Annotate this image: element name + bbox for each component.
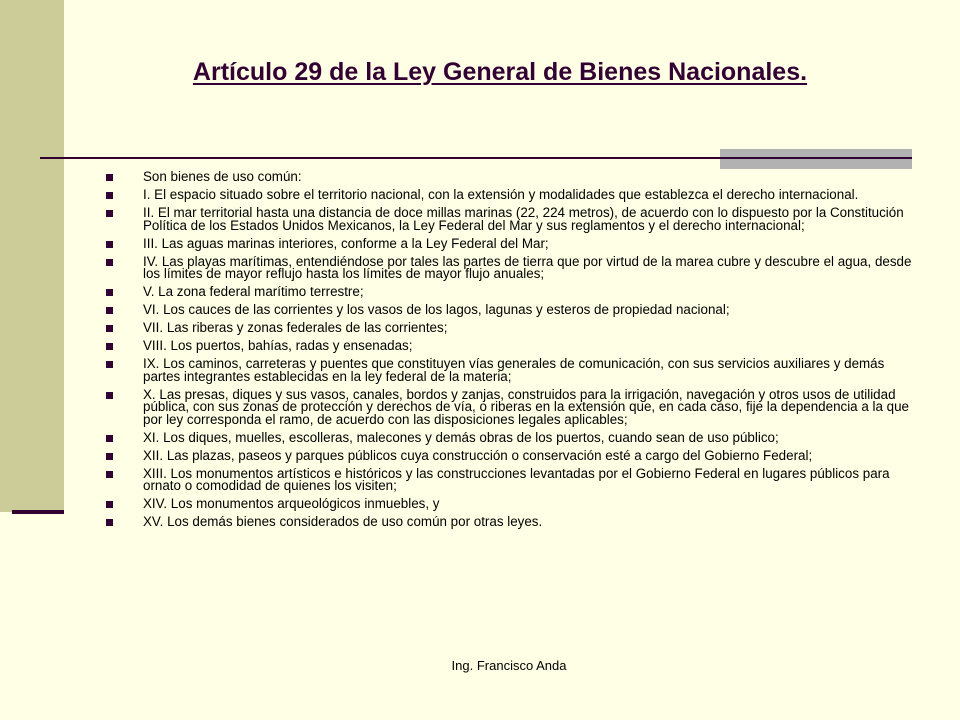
square-bullet-icon: [106, 435, 113, 442]
list-item: [106, 386, 912, 427]
square-bullet-icon: [106, 325, 113, 332]
list-item: [106, 429, 912, 445]
list-item-text: XIV. Los monumentos arqueológicos inmuebles, y: [143, 496, 440, 511]
square-bullet-icon: [106, 259, 113, 266]
square-bullet-icon: [106, 343, 113, 350]
list-item: [106, 465, 912, 493]
list-item: [106, 447, 912, 463]
list-item: [106, 286, 912, 299]
list-item-text: I. El espacio situado sobre el territorio nacional, con la extensión y modalidades que establezca el derecho internacional.: [143, 187, 859, 202]
list-item: [106, 498, 912, 511]
divider-accent-line: [720, 157, 912, 159]
square-bullet-icon: [106, 192, 113, 199]
list-item: [106, 171, 912, 184]
square-bullet-icon: [106, 241, 113, 248]
list-item: [106, 253, 912, 281]
square-bullet-icon: [106, 361, 113, 368]
list-item: [106, 207, 912, 232]
list-item: [106, 189, 912, 202]
list-item: [106, 322, 912, 335]
square-bullet-icon: [106, 519, 113, 526]
slide-title: Artículo 29 de la Ley General de Bienes Nacionales.: [192, 58, 808, 86]
list-item-text: XI. Los diques, muelles, escolleras, malecones y demás obras de los puertos, cuando sean de uso público;: [143, 429, 779, 445]
list-item-text: VII. Las riberas y zonas federales de las corrientes;: [143, 320, 448, 335]
list-item: [106, 516, 912, 529]
list-item: [106, 235, 912, 251]
square-bullet-icon: [106, 307, 113, 314]
square-bullet-icon: [106, 289, 113, 296]
bullet-list: [106, 171, 912, 534]
square-bullet-icon: [106, 501, 113, 508]
list-item-text: II. El mar territorial hasta una distancia de doce millas marinas (22, 224 metros), de acuerdo con lo dispuesto por la Constitución Política de los Estados Unidos Mexicanos, la Ley Federal del Mar y sus reglamentos y el derecho internacional;: [143, 205, 904, 233]
list-item-text: V. La zona federal marítimo terrestre;: [143, 284, 364, 299]
list-item-text: VIII. Los puertos, bahías, radas y ensenadas;: [143, 338, 413, 353]
list-item: [106, 340, 912, 353]
decorative-left-bar-line: [12, 510, 64, 514]
footer-author: Ing. Francisco Anda: [451, 658, 567, 673]
list-item-text: XII. Las plazas, paseos y parques públicos cuya construcción o conservación esté a cargo del Gobierno Federal;: [143, 447, 813, 463]
divider-accent-block: [720, 149, 912, 169]
list-item-text: III. Las aguas marinas interiores, conforme a la Ley Federal del Mar;: [143, 235, 549, 251]
square-bullet-icon: [106, 392, 113, 399]
list-item-text: VI. Los cauces de las corrientes y los vasos de los lagos, lagunas y esteros de propiedad nacional;: [143, 302, 730, 317]
list-item: [106, 358, 912, 383]
list-item-text: IV. Las playas marítimas, entendiéndose por tales las partes de tierra que por virtud de la marea cubre y descubre el agua, desde los límites de mayor reflujo hasta los límites de mayor flujo anuales;: [143, 253, 912, 281]
list-item-text: XIII. Los monumentos artísticos e históricos y las construcciones levantadas por el Gobierno Federal en lugares públicos para ornato o comodidad de quienes los visiten;: [143, 465, 890, 493]
list-item-text: X. Las presas, diques y sus vasos, canales, bordos y zanjas, construidos para la irrigación, navegación y otros usos de utilidad pública, con sus zonas de protección y derechos de vía, o riberas en la extensión que, en cada caso, fije la dependencia a la que por ley corresponda el ramo, de acuerdo con las disposiciones legales aplicables;: [143, 386, 909, 427]
list-item-text: Son bienes de uso común:: [143, 169, 302, 184]
square-bullet-icon: [106, 453, 113, 460]
list-item: [106, 304, 912, 317]
list-item-text: IX. Los caminos, carreteras y puentes que constituyen vías generales de comunicación, con sus servicios auxiliares y demás partes integrantes establecidas en la ley federal de la materia;: [143, 356, 885, 384]
list-item-text: XV. Los demás bienes considerados de uso común por otras leyes.: [143, 514, 543, 529]
square-bullet-icon: [106, 174, 113, 181]
square-bullet-icon: [106, 471, 113, 478]
square-bullet-icon: [106, 210, 113, 217]
